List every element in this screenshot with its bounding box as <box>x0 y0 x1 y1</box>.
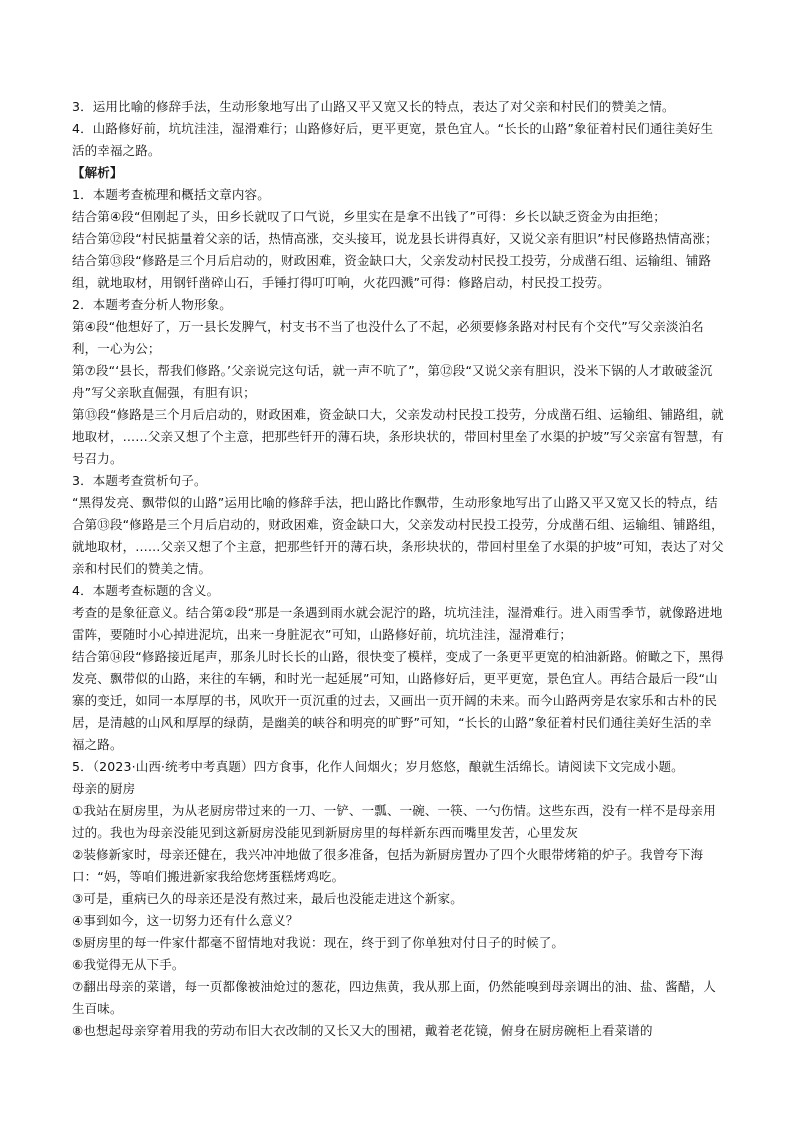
paragraph: ①我站在厨房里，为从老厨房带过来的一刀、一铲、一瓢、一碗、一筷、一勺伤情。这些东西，没有一样不是母亲用过的。我也为母亲没能见到这新厨房没能见到新厨房里的每样新东西而嘴里发苦，心里发灰 <box>72 803 716 840</box>
paragraph: ④事到如今，这一切努力还有什么意义？ <box>72 913 299 928</box>
paragraph: 结合第⑬段“修路是三个月后启动的，财政困难，资金缺口大，父亲发动村民投工投劳，分成凿石组、运输组、铺路组，就地取材，用钢钎凿碎山石，手锤打得叮叮响，火花四溅”可得：修路启动，村民投工投劳。 <box>72 253 712 290</box>
paragraph: ②装修新家时，母亲还健在，我兴冲冲地做了很多准备，包括为新厨房置办了四个火眼带烤箱的炉子。我曾夸下海口：“妈，等咱们搬进新家我给您烤蛋糕烤鸡吃。 <box>72 847 704 884</box>
paragraph: 第④段“他想好了，万一县长发脾气，村支书不当了也没什么了不起，必须要修条路对村民有个交代”写父亲淡泊名利，一心为公； <box>72 319 704 356</box>
paragraph: 4．山路修好前，坑坑洼洼，湿滑难行；山路修好后，更平更宽，景色宜人。“长长的山路”象征着村民们通往美好生活的幸福之路。 <box>72 121 714 158</box>
paragraph: 1．本题考查梳理和概括文章内容。 <box>72 187 270 202</box>
paragraph: ⑤厨房里的每一件家什都毫不留情地对我说：现在，终于到了你单独对付日子的时候了。 <box>72 935 565 950</box>
paragraph: 4．本题考查标题的含义。 <box>72 583 220 598</box>
paragraph: 母亲的厨房 <box>72 781 136 796</box>
paragraph: 考查的是象征意义。结合第②段“那是一条遇到雨水就会泥泞的路，坑坑洼洼，湿滑难行。进入雨雪季节，就像路进地雷阵，要随时小心掉进泥坑，出来一身脏泥衣”可知，山路修好前，坑坑洼洼，湿滑难行； <box>72 605 723 642</box>
paragraph: 第⑦段“‘县长，帮我们修路。’父亲说完这句话，就一声不吭了”，第⑫段“又说父亲有胆识，没米下锅的人才敢破釜沉舟”写父亲耿直倔强，有胆有识； <box>72 363 713 400</box>
paragraph: 第⑬段“修路是三个月后启动的，财政困难，资金缺口大，父亲发动村民投工投劳，分成凿石组、运输组、铺路组，就地取材，……父亲又想了个主意，把那些钎开的薄石块，条形块状的，带回村里垒了水渠的护坡”写父亲富有智慧，有号召力。 <box>72 407 724 466</box>
paragraph: ③可是，重病已久的母亲还是没有熬过来，最后也没能走进这个新家。 <box>72 891 463 906</box>
paragraph: “黑得发亮、飘带似的山路”运用比喻的修辞手法，把山路比作飘带，生动形象地写出了山路又平又宽又长的特点，结合第⑬段“修路是三个月后启动的，财政困难，资金缺口大，父亲发动村民投工投劳，分成凿石组、运输组、铺路组，就地取材，……父亲又想了个主意，把那些钎开的薄石块，条形块状的，带回村里垒了水渠的护坡”可知，表达了对父亲和村民们的赞美之情。 <box>72 495 724 576</box>
paragraph: 结合第⑭段“修路接近尾声，那条儿时长长的山路，很快变了模样，变成了一条更平更宽的柏油新路。俯瞰之下，黑得发亮、飘带似的山路，来往的车辆，和时光一起延展”可知，山路修好后，更平更宽，景色宜人。再结合最后一段“山寨的变迁，如同一本厚厚的书，风吹开一页沉重的过去，又画出一页开阔的未来。而今山路两旁是农家乐和古朴的民居，是清越的山风和厚厚的绿荫，是幽美的峡谷和明亮的旷野”可知，“长长的山路”象征着村民们通往美好生活的幸福之路。 <box>72 649 724 752</box>
paragraph: 结合第⑫段“村民掂量着父亲的话，热情高涨，交头接耳，说龙县长讲得真好，又说父亲有胆识”村民修路热情高涨； <box>72 231 718 246</box>
paragraph: 5．（2023·山西·统考中考真题）四方食事，化作人间烟火；岁月悠悠，酿就生活绵长。请阅读下文完成小题。 <box>72 759 684 774</box>
paragraph: 3．运用比喻的修辞手法，生动形象地写出了山路又平又宽又长的特点，表达了对父亲和村民们的赞美之情。 <box>72 99 675 114</box>
section-label: 【解析】 <box>72 165 123 180</box>
paragraph: ⑦翻出母亲的菜谱，每一页都像被油炝过的葱花，四边焦黄，我从那上面，仍然能嗅到母亲调出的油、盐、酱醋，人生百味。 <box>72 979 716 1016</box>
paragraph: 2．本题考查分析人物形象。 <box>72 297 232 312</box>
paragraph: ⑧也想起母亲穿着用我的劳动布旧大衣改制的又长又大的围裙，戴着老花镜，俯身在厨房碗柜上看菜谱的 <box>72 1023 653 1038</box>
paragraph: 结合第④段“但刚起了头，田乡长就叹了口气说，乡里实在是拿不出钱了”可得：乡长以缺乏资金为由拒绝； <box>72 209 666 224</box>
document-body <box>72 96 724 1042</box>
paragraph: ⑥我觉得无从下手。 <box>72 957 185 972</box>
paragraph: 3．本题考查赏析句子。 <box>72 473 207 488</box>
